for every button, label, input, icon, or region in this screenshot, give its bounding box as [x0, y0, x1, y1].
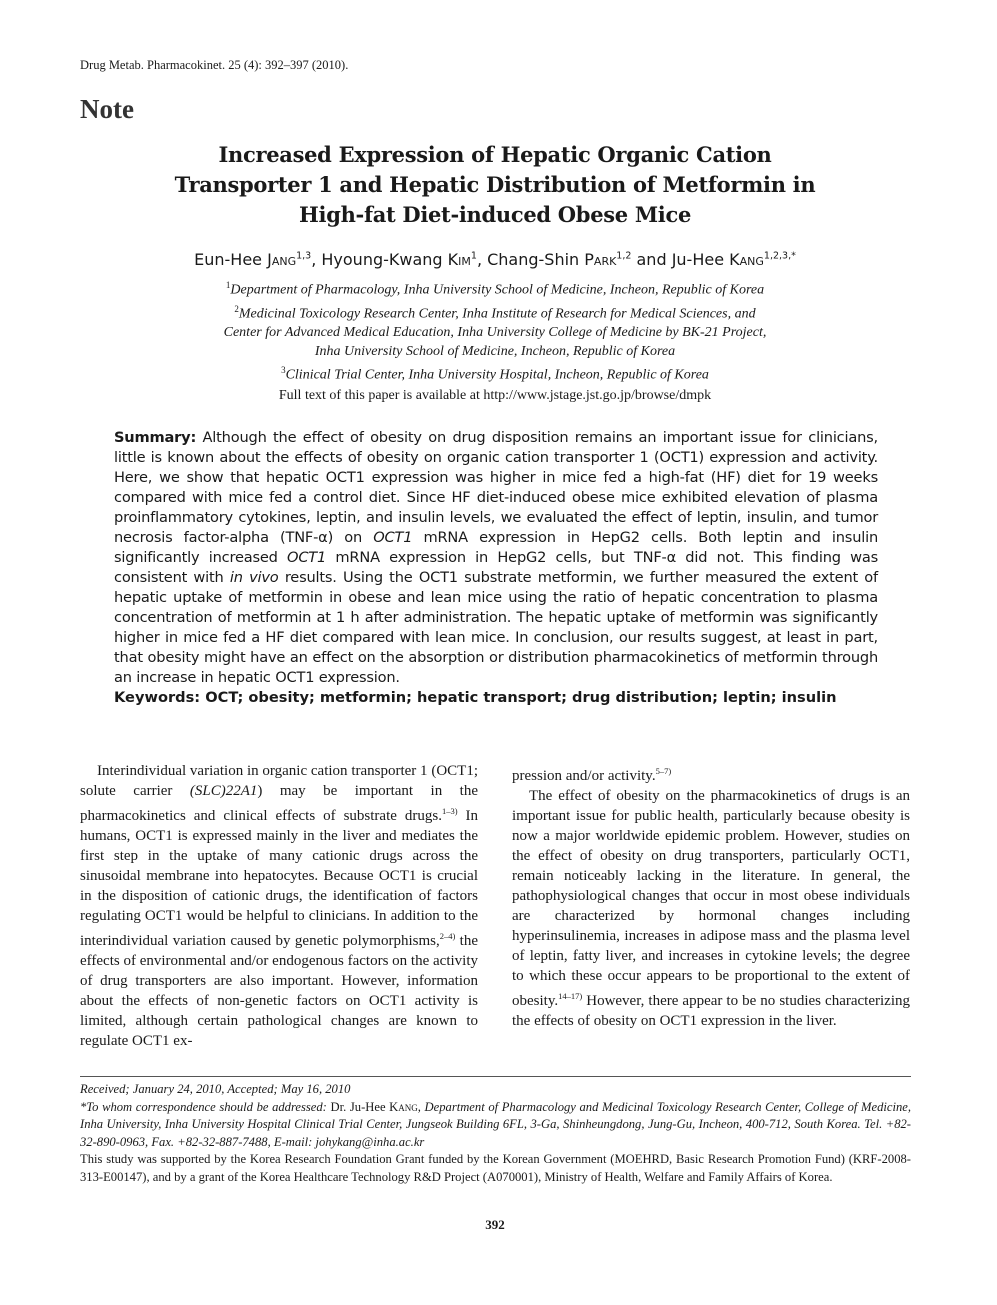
page-number: 392 — [485, 1217, 505, 1232]
correspondence-address: , Department of Pharmacology and Medicinal Toxicology Research Center, College of Medicine, Inha University, Inha University Hospital Clinical Trial Center, Jungseok Building 6FL, 3-Ga, Shinheungdong, Jung-Gu, Incheon, 400-712, South Korea. Tel. +82-32-890-0963, Fax. +82-32-887-7488, E-mail: johykang@inha.ac.kr — [80, 1099, 911, 1149]
gene-symbol: (SLC)22A1 — [189, 783, 258, 799]
affiliation-number: 2 — [234, 304, 239, 315]
author-name: Ju-Hee — [671, 250, 730, 269]
summary-text: Although the effect of obesity on drug disposition remains an important issue for clinicians, little is known about the effects of obesity on organic cation transporter 1 (OCT1) expression and activity. Here, we show that hepatic OCT1 expression was higher in mice fed a high-fat (HF) diet for 19 weeks compared with mice fed a control diet. Since HF diet-induced obese mice exhibited elevation of plasma proinflammatory cytokines, leptin, and insulin levels, we evaluated the effect of leptin, insulin, and tumor necrosis factor-alpha (TNF-α) on — [114, 429, 878, 546]
author-surname: Park — [584, 250, 617, 269]
summary-label: Summary: — [114, 429, 197, 446]
summary-text: results. Using the OCT1 substrate metformin, we further measured the extent of hepatic uptake of metformin in obese and lean mice using the ratio of hepatic concentration to plasma concentration of metformin at 1 h after administration. The hepatic uptake of metformin was significantly higher in mice fed a HF diet compared with lean mice. In conclusion, our results suggest, at least in part, that obesity might have an effect on the absorption or distribution pharmacokinetics of metformin through an increase in hepatic OCT1 expression. — [114, 569, 878, 686]
footnotes — [80, 1081, 911, 1186]
affiliation-line — [120, 324, 870, 343]
affiliation-text: Center for Advanced Medical Education, Inha University College of Medicine by BK-21 Project, — [223, 325, 767, 341]
body-text: pression and/or activity. — [512, 768, 656, 784]
title-line: Increased Expression of Hepatic Organic Cation — [218, 142, 772, 167]
affiliations — [120, 276, 870, 385]
affiliation-number: 1 — [225, 280, 231, 290]
body-text: Interindividual variation in organic cation transporter 1 (OCT1; solute carrier — [80, 763, 478, 799]
body-text: the effects of environmental and/or endogenous factors on the activity of drug transporters are also important. However, information about the effects of non-genetic factors on OCT1 activity is limited, although certain pathological changes are known to regulate OCT1 ex- — [80, 933, 478, 1049]
affiliation-marker: 1,2 — [616, 250, 632, 262]
affiliation-marker: 1,2,3,* — [763, 250, 796, 262]
correspondence — [80, 1099, 911, 1152]
author-separator: and — [631, 250, 672, 269]
body-text: However, there appear to be no studies characterizing the effects of obesity on OCT1 expression in the liver. — [512, 993, 910, 1029]
received-dates — [80, 1081, 911, 1099]
citation-ref: 2–4) — [439, 931, 456, 941]
correspondence-name: Dr. Ju-Hee — [326, 1099, 390, 1114]
author-separator: , — [476, 250, 488, 269]
author-name: Chang-Shin — [487, 250, 585, 269]
author-list — [120, 250, 870, 269]
body-paragraph — [512, 786, 910, 1031]
author-surname: Kang — [729, 250, 764, 269]
body-paragraph — [80, 761, 478, 1051]
correspondence-label: *To whom correspondence should be addressed: — [80, 1099, 327, 1114]
affiliation-text: Medicinal Toxicology Research Center, Inha Institute of Research for Medical Sciences, and — [238, 306, 756, 322]
affiliation-line — [120, 361, 870, 385]
author-surname: Kim — [447, 250, 471, 269]
summary-abstract — [114, 428, 878, 688]
summary-gene-italic: OCT1 — [287, 549, 327, 566]
affiliation-text: Department of Pharmacology, Inha University School of Medicine, Incheon, Republic of Korea — [230, 282, 765, 298]
body-column-right — [512, 761, 910, 1031]
author-name: Hyoung-Kwang — [321, 250, 448, 269]
body-text: In humans, OCT1 is expressed mainly in the liver and mediates the first step in the uptake of many cationic drugs across the sinusoidal membrane into hepatocytes. Because OCT1 is crucial in the disposition of cationic drugs, the identification of factors regulating OCT1 would be helpful to clinicians. In addition to the interindividual variation caused by genetic polymorphisms, — [80, 808, 479, 949]
author-name: Eun-Hee — [194, 250, 268, 269]
full-text-availability: Full text of this paper is available at http://www.jstage.jst.go.jp/browse/dmpk — [278, 388, 712, 403]
received-text: Received; January 24, 2010, Accepted; May 16, 2010 — [80, 1082, 351, 1096]
funding-note: This study was supported by the Korea Research Foundation Grant funded by the Korean Government (MOEHRD, Basic Research Promotion Fund) (KRF-2008-313-E00147), and by a grant of the Korea Healthcare Technology R&D Project (A070001), Ministry of Health, Welfare and Family Affairs of Korea. — [80, 1152, 911, 1184]
citation-ref: 5–7) — [655, 766, 672, 776]
affiliation-line — [120, 300, 870, 324]
affiliation-text: Clinical Trial Center, Inha University Hospital, Incheon, Republic of Korea — [285, 367, 709, 383]
affiliation-text: Inha University School of Medicine, Incheon, Republic of Korea — [314, 343, 676, 359]
author-separator: , — [311, 250, 322, 269]
summary-gene-italic: OCT1 — [373, 529, 413, 546]
correspondence-surname: Kang — [389, 1099, 418, 1114]
title-line: Transporter 1 and Hepatic Distribution of Metformin in — [174, 172, 816, 197]
section-label: Note — [80, 94, 134, 124]
body-text: ) may be important in the pharmacokinetics and clinical effects of substrate drugs. — [80, 783, 478, 824]
affiliation-marker: 1,3 — [296, 250, 312, 262]
keywords: Keywords: OCT; obesity; metformin; hepatic transport; drug distribution; leptin; insulin — [114, 689, 837, 706]
affiliation-number: 3 — [281, 365, 286, 376]
affiliation-marker: 1 — [470, 250, 477, 262]
paper-title — [150, 140, 840, 230]
body-paragraph — [512, 761, 910, 786]
body-text: The effect of obesity on the pharmacokinetics of drugs is an important issue for public health, particularly because obesity is now a major worldwide epidemic problem. However, studies on the effect of obesity on drug transporters, particularly OCT1, remain noticeably lacking in the literature. In general, the pathophysiological changes that occur in most obese individuals are characterized by hormonal changes including hyperinsulinemia, increases in adipose mass and the plasma level of leptin, fatty liver, and increases in cytokine levels; the degree to which these occur appears to be proportional to the extent of obesity. — [512, 788, 910, 1009]
summary-text: mRNA expression in HepG2 cells. Both leptin and insulin significantly increased — [114, 529, 879, 566]
body-column-left — [80, 761, 478, 1051]
affiliation-line — [120, 276, 870, 300]
citation-ref: 1–3) — [441, 806, 458, 816]
citation-ref: 14–17) — [558, 991, 583, 1001]
footnote-divider — [80, 1076, 911, 1077]
affiliation-line — [120, 343, 870, 362]
summary-text: mRNA expression in HepG2 cells, but TNF-α did not. This finding was consistent with — [114, 549, 878, 586]
summary-term-italic: in vivo — [229, 569, 279, 586]
author-surname: Jang — [267, 250, 297, 269]
journal-citation: Drug Metab. Pharmacokinet. 25 (4): 392–397 (2010). — [80, 58, 349, 72]
title-line: High-fat Diet-induced Obese Mice — [298, 202, 692, 227]
